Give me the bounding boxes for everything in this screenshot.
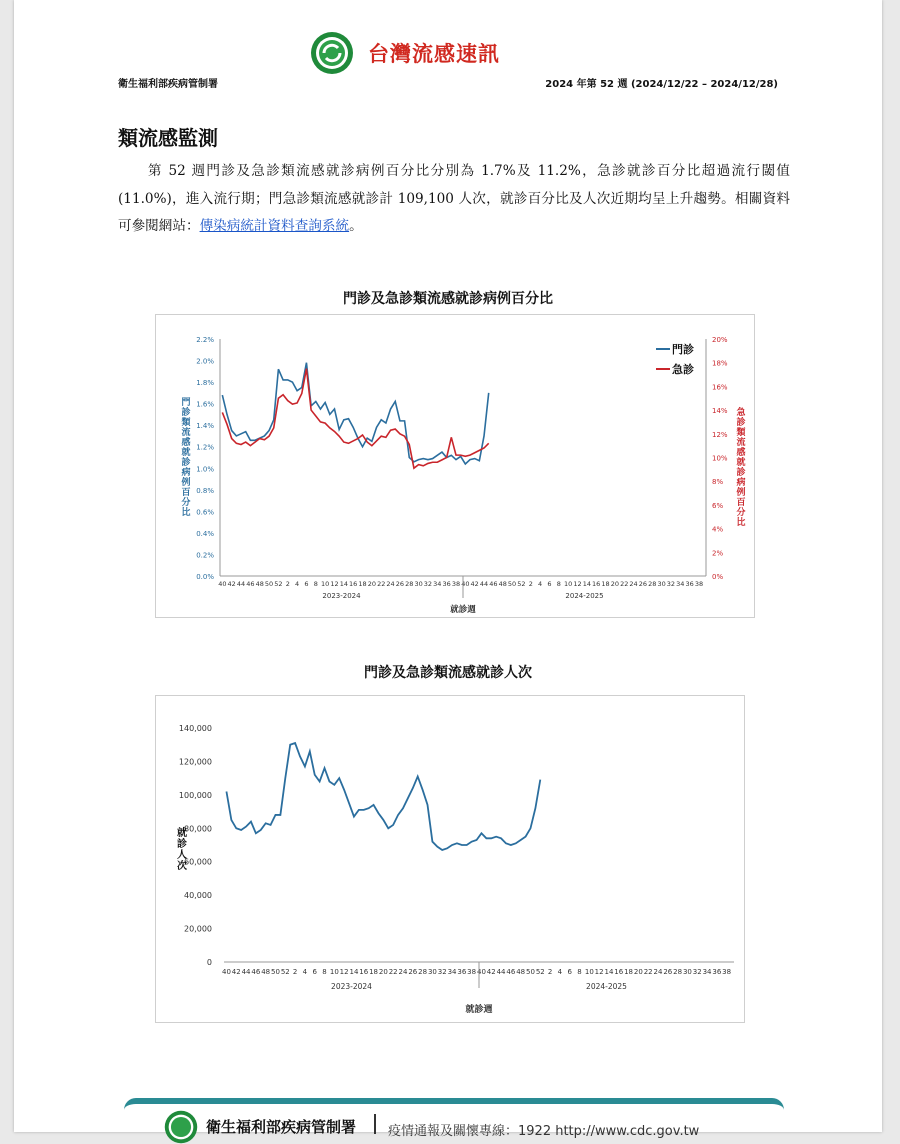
chart1-x-tick-label: 34 xyxy=(433,580,442,588)
footer-divider xyxy=(374,1114,376,1134)
chart1-x-tick-label: 8 xyxy=(556,580,561,588)
chart1-legend-er-label: 急診 xyxy=(672,363,694,376)
chart1-left-tick-label: 0.4% xyxy=(196,529,214,538)
chart1-right-tick-label: 18% xyxy=(712,359,728,368)
chart2-x-tick-label: 44 xyxy=(241,968,251,976)
footer-hotline: 疫情通報及關懷專線：1922 http://www.cdc.gov.tw xyxy=(388,1124,700,1139)
chart1-right-tick-label: 14% xyxy=(712,407,728,416)
chart1-x-tick-label: 52 xyxy=(274,580,283,588)
chart2-x-tick-label: 12 xyxy=(339,968,349,976)
chart2-x-tick-label: 48 xyxy=(261,968,271,976)
chart2-x-tick-label: 52 xyxy=(535,968,545,976)
chart2-x-tick-label: 30 xyxy=(427,968,437,976)
chart1-left-tick-label: 2.2% xyxy=(196,336,214,344)
chart1-x-tick-label: 26 xyxy=(395,580,405,588)
chart1-x-tick-label: 16 xyxy=(349,580,358,588)
chart2-x-tick-label: 26 xyxy=(408,968,418,976)
chart2-y-tick-label: 100,000 xyxy=(178,790,212,800)
chart1-x-tick-label: 4 xyxy=(295,580,300,588)
chart1-x-tick-label: 20 xyxy=(610,580,620,588)
chart2-x-tick-label: 48 xyxy=(516,968,526,976)
chart1-left-tick-label: 0.8% xyxy=(196,486,214,495)
org-name: 衛生福利部疾病管制署 xyxy=(118,79,218,90)
chart2-x-tick-label: 28 xyxy=(673,968,683,976)
chart2-x-tick-label: 20 xyxy=(378,968,388,976)
chart2-x-tick-label: 50 xyxy=(526,968,535,976)
chart1-left-tick-label: 0.0% xyxy=(196,573,214,581)
chart2-season2-label: 2024-2025 xyxy=(586,982,627,991)
summary-text: 第 52 週門診及急診類流感就診病例百分比分別為 1.7%及 11.2%，急診就診百分比超過流行閾值(11.0%)，進入流行期；門急診類流感就診計 109,100 人次，就診百分比及人次近期均呈上升趨勢。相關資料可參閱網站： xyxy=(118,163,790,234)
chart1-left-tick-label: 1.8% xyxy=(196,379,214,388)
chart2-season1-label: 2023-2024 xyxy=(331,982,372,991)
chart2-title: 門診及急診類流感就診人次 xyxy=(364,665,532,681)
chart2-series-line xyxy=(226,743,540,850)
chart1-svg xyxy=(156,315,754,617)
chart1-x-tick-label: 44 xyxy=(479,580,489,588)
chart2-x-tick-label: 18 xyxy=(624,968,634,976)
chart2-x-tick-label: 8 xyxy=(577,968,582,976)
chart1-x-tick-label: 2 xyxy=(285,580,290,588)
chart1-right-axis-title: 急診類流感就診病例百分比 xyxy=(736,408,746,528)
chart1-right-tick-label: 20% xyxy=(712,336,728,344)
chart1-x-tick-label: 38 xyxy=(694,580,704,588)
chart1-x-tick-label: 14 xyxy=(582,580,591,588)
chart1-x-tick-label: 22 xyxy=(377,580,386,588)
chart2-x-tick-label: 26 xyxy=(663,968,673,976)
chart1-title: 門診及急診類流感就診病例百分比 xyxy=(343,291,553,307)
footer xyxy=(124,1098,784,1139)
chart2-x-tick-label: 22 xyxy=(643,968,653,976)
chart2-x-tick-label: 30 xyxy=(682,968,692,976)
chart2-x-tick-label: 36 xyxy=(457,968,467,976)
chart2-x-tick-label: 34 xyxy=(447,968,457,976)
chart1-left-tick-label: 1.0% xyxy=(196,465,214,474)
chart1-x-tick-label: 46 xyxy=(489,580,498,588)
chart1-x-tick-label: 50 xyxy=(264,580,274,588)
chart2-x-tick-label: 6 xyxy=(567,968,572,976)
chart2-x-tick-label: 6 xyxy=(312,968,317,976)
chart1-x-tick-label: 26 xyxy=(638,580,648,588)
footer-org-name: 衛生福利部疾病管制署 xyxy=(206,1118,357,1136)
chart1-x-tick-label: 48 xyxy=(498,580,507,588)
chart1-x-axis-title: 就診週 xyxy=(450,605,476,615)
chart1-x-tick-label: 10 xyxy=(564,580,573,588)
chart1-x-tick-label: 30 xyxy=(657,580,666,588)
chart2-x-tick-label: 46 xyxy=(506,968,516,976)
chart1-x-tick-label: 40 xyxy=(461,580,470,588)
chart2-x-tick-label: 32 xyxy=(437,968,447,976)
chart1-x-tick-label: 12 xyxy=(573,580,582,588)
footer-arc xyxy=(124,1098,784,1110)
chart2-x-tick-label: 28 xyxy=(418,968,428,976)
chart2-x-tick-label: 38 xyxy=(467,968,477,976)
chart1-x-tick-label: 10 xyxy=(321,580,330,588)
chart1-x-tick-label: 24 xyxy=(386,580,395,588)
chart1-x-tick-label: 20 xyxy=(367,580,377,588)
chart1-x-tick-label: 36 xyxy=(685,580,694,588)
document-page xyxy=(14,0,882,1139)
chart1-x-tick-label: 38 xyxy=(451,580,461,588)
chart1-season2-label: 2024-2025 xyxy=(565,592,604,600)
chart1-x-tick-label: 32 xyxy=(423,580,433,588)
chart1-x-tick-label: 18 xyxy=(601,580,610,588)
statistics-system-link[interactable]: 傳染病統計資料查詢系統 xyxy=(199,218,350,234)
chart1-left-axis-title: 門診類流感就診病例百分比 xyxy=(181,398,191,518)
chart2-x-tick-label: 44 xyxy=(496,968,506,976)
chart2-y-tick-label: 60,000 xyxy=(184,857,212,867)
chart2-x-tick-label: 2 xyxy=(292,968,298,976)
chart2-y-axis-title: 就診人次 xyxy=(177,828,187,872)
chart2-x-tick-label: 34 xyxy=(702,968,712,976)
chart1-x-tick-label: 44 xyxy=(236,580,246,588)
summary-end: 。 xyxy=(349,218,363,234)
chart2-x-tick-label: 32 xyxy=(692,968,702,976)
chart2-x-tick-label: 38 xyxy=(722,968,732,976)
chart1-x-tick-label: 22 xyxy=(620,580,629,588)
chart1-right-tick-label: 10% xyxy=(712,454,728,463)
chart1-right-tick-label: 0% xyxy=(712,573,724,581)
chart2-x-tick-label: 36 xyxy=(712,968,722,976)
chart1-x-tick-label: 30 xyxy=(414,580,423,588)
chart1-x-tick-label: 24 xyxy=(629,580,638,588)
chart1-x-tick-label: 18 xyxy=(358,580,367,588)
chart2-x-tick-label: 4 xyxy=(557,968,563,976)
chart2-x-tick-label: 10 xyxy=(584,968,594,976)
chart1-series-er-line xyxy=(222,369,488,469)
bulletin-title: 台灣流感速訊 xyxy=(368,41,500,66)
footer-cdc-logo-icon xyxy=(164,1110,198,1144)
chart1-right-tick-label: 16% xyxy=(712,383,728,392)
chart1-x-tick-label: 28 xyxy=(405,580,414,588)
chart1-x-tick-label: 2 xyxy=(528,580,533,588)
chart2-y-tick-label: 80,000 xyxy=(184,824,212,834)
chart1-left-tick-label: 1.6% xyxy=(196,400,214,409)
chart1-right-tick-label: 4% xyxy=(712,525,724,534)
chart1-x-tick-label: 42 xyxy=(470,580,479,588)
chart2-x-tick-label: 52 xyxy=(280,968,290,976)
cdc-logo-icon xyxy=(310,31,354,75)
chart1-right-tick-label: 6% xyxy=(712,501,724,510)
chart2-y-tick-label: 120,000 xyxy=(178,757,212,767)
chart1-left-tick-label: 2.0% xyxy=(196,357,214,366)
chart1-x-tick-label: 52 xyxy=(517,580,526,588)
chart1-right-tick-label: 2% xyxy=(712,549,724,558)
chart1-x-tick-label: 12 xyxy=(330,580,339,588)
chart1-left-tick-label: 0.2% xyxy=(196,551,214,560)
chart1-x-tick-label: 46 xyxy=(246,580,255,588)
chart1-x-tick-label: 16 xyxy=(592,580,601,588)
chart2-x-tick-label: 40 xyxy=(476,968,486,976)
chart2-x-tick-label: 50 xyxy=(271,968,280,976)
chart2-x-tick-label: 12 xyxy=(594,968,604,976)
chart1-left-tick-label: 1.4% xyxy=(196,422,214,431)
chart1-x-tick-label: 8 xyxy=(313,580,318,588)
chart2-y-tick-label: 20,000 xyxy=(184,924,212,934)
chart1-x-tick-label: 6 xyxy=(304,580,309,588)
chart2-y-tick-label: 40,000 xyxy=(184,891,212,901)
chart1-right-tick-label: 8% xyxy=(712,478,724,487)
chart1-x-tick-label: 50 xyxy=(507,580,517,588)
chart1-x-tick-label: 32 xyxy=(666,580,676,588)
chart2-x-tick-label: 14 xyxy=(349,968,359,976)
chart2-x-tick-label: 14 xyxy=(604,968,614,976)
chart1-x-tick-label: 6 xyxy=(547,580,552,588)
chart1-x-tick-label: 34 xyxy=(676,580,685,588)
chart2-x-tick-label: 4 xyxy=(302,968,308,976)
brand-header xyxy=(310,30,500,76)
chart2-x-tick-label: 8 xyxy=(322,968,327,976)
chart1-legend-opd-label: 門診 xyxy=(672,343,694,356)
chart1-x-tick-label: 4 xyxy=(538,580,543,588)
chart1-left-tick-label: 0.6% xyxy=(196,508,214,517)
chart2-x-tick-label: 46 xyxy=(251,968,261,976)
chart2-x-tick-label: 16 xyxy=(614,968,624,976)
chart2-y-tick-label: 0 xyxy=(206,958,212,967)
chart2-x-tick-label: 42 xyxy=(486,968,496,976)
chart1-x-tick-label: 40 xyxy=(218,580,227,588)
chart1-panel xyxy=(155,314,755,618)
chart2-x-tick-label: 22 xyxy=(388,968,398,976)
chart1-x-tick-label: 28 xyxy=(648,580,657,588)
section-title: 類流感監測 xyxy=(118,126,218,150)
week-range: 2024 年第 52 週 (2024/12/22 – 2024/12/28) xyxy=(545,79,778,90)
chart2-panel xyxy=(155,695,745,1023)
chart2-x-tick-label: 24 xyxy=(653,968,663,976)
chart1-x-tick-label: 42 xyxy=(227,580,236,588)
chart2-x-axis-title: 就診週 xyxy=(465,1005,493,1015)
chart1-x-tick-label: 48 xyxy=(255,580,264,588)
chart2-x-tick-label: 16 xyxy=(359,968,369,976)
chart1-x-tick-label: 14 xyxy=(339,580,348,588)
chart1-x-tick-label: 36 xyxy=(442,580,451,588)
chart2-x-tick-label: 24 xyxy=(398,968,408,976)
chart2-x-tick-label: 2 xyxy=(547,968,553,976)
chart2-x-tick-label: 40 xyxy=(221,968,231,976)
chart1-right-tick-label: 12% xyxy=(712,430,728,439)
chart1-left-tick-label: 1.2% xyxy=(196,443,214,452)
chart1-season1-label: 2023-2024 xyxy=(322,592,361,600)
chart2-x-tick-label: 10 xyxy=(329,968,339,976)
summary-paragraph xyxy=(118,158,790,241)
chart2-x-tick-label: 20 xyxy=(633,968,643,976)
chart2-x-tick-label: 18 xyxy=(369,968,379,976)
chart2-y-tick-label: 140,000 xyxy=(178,724,212,733)
chart2-x-tick-label: 42 xyxy=(231,968,241,976)
chart2-svg xyxy=(156,696,744,1022)
